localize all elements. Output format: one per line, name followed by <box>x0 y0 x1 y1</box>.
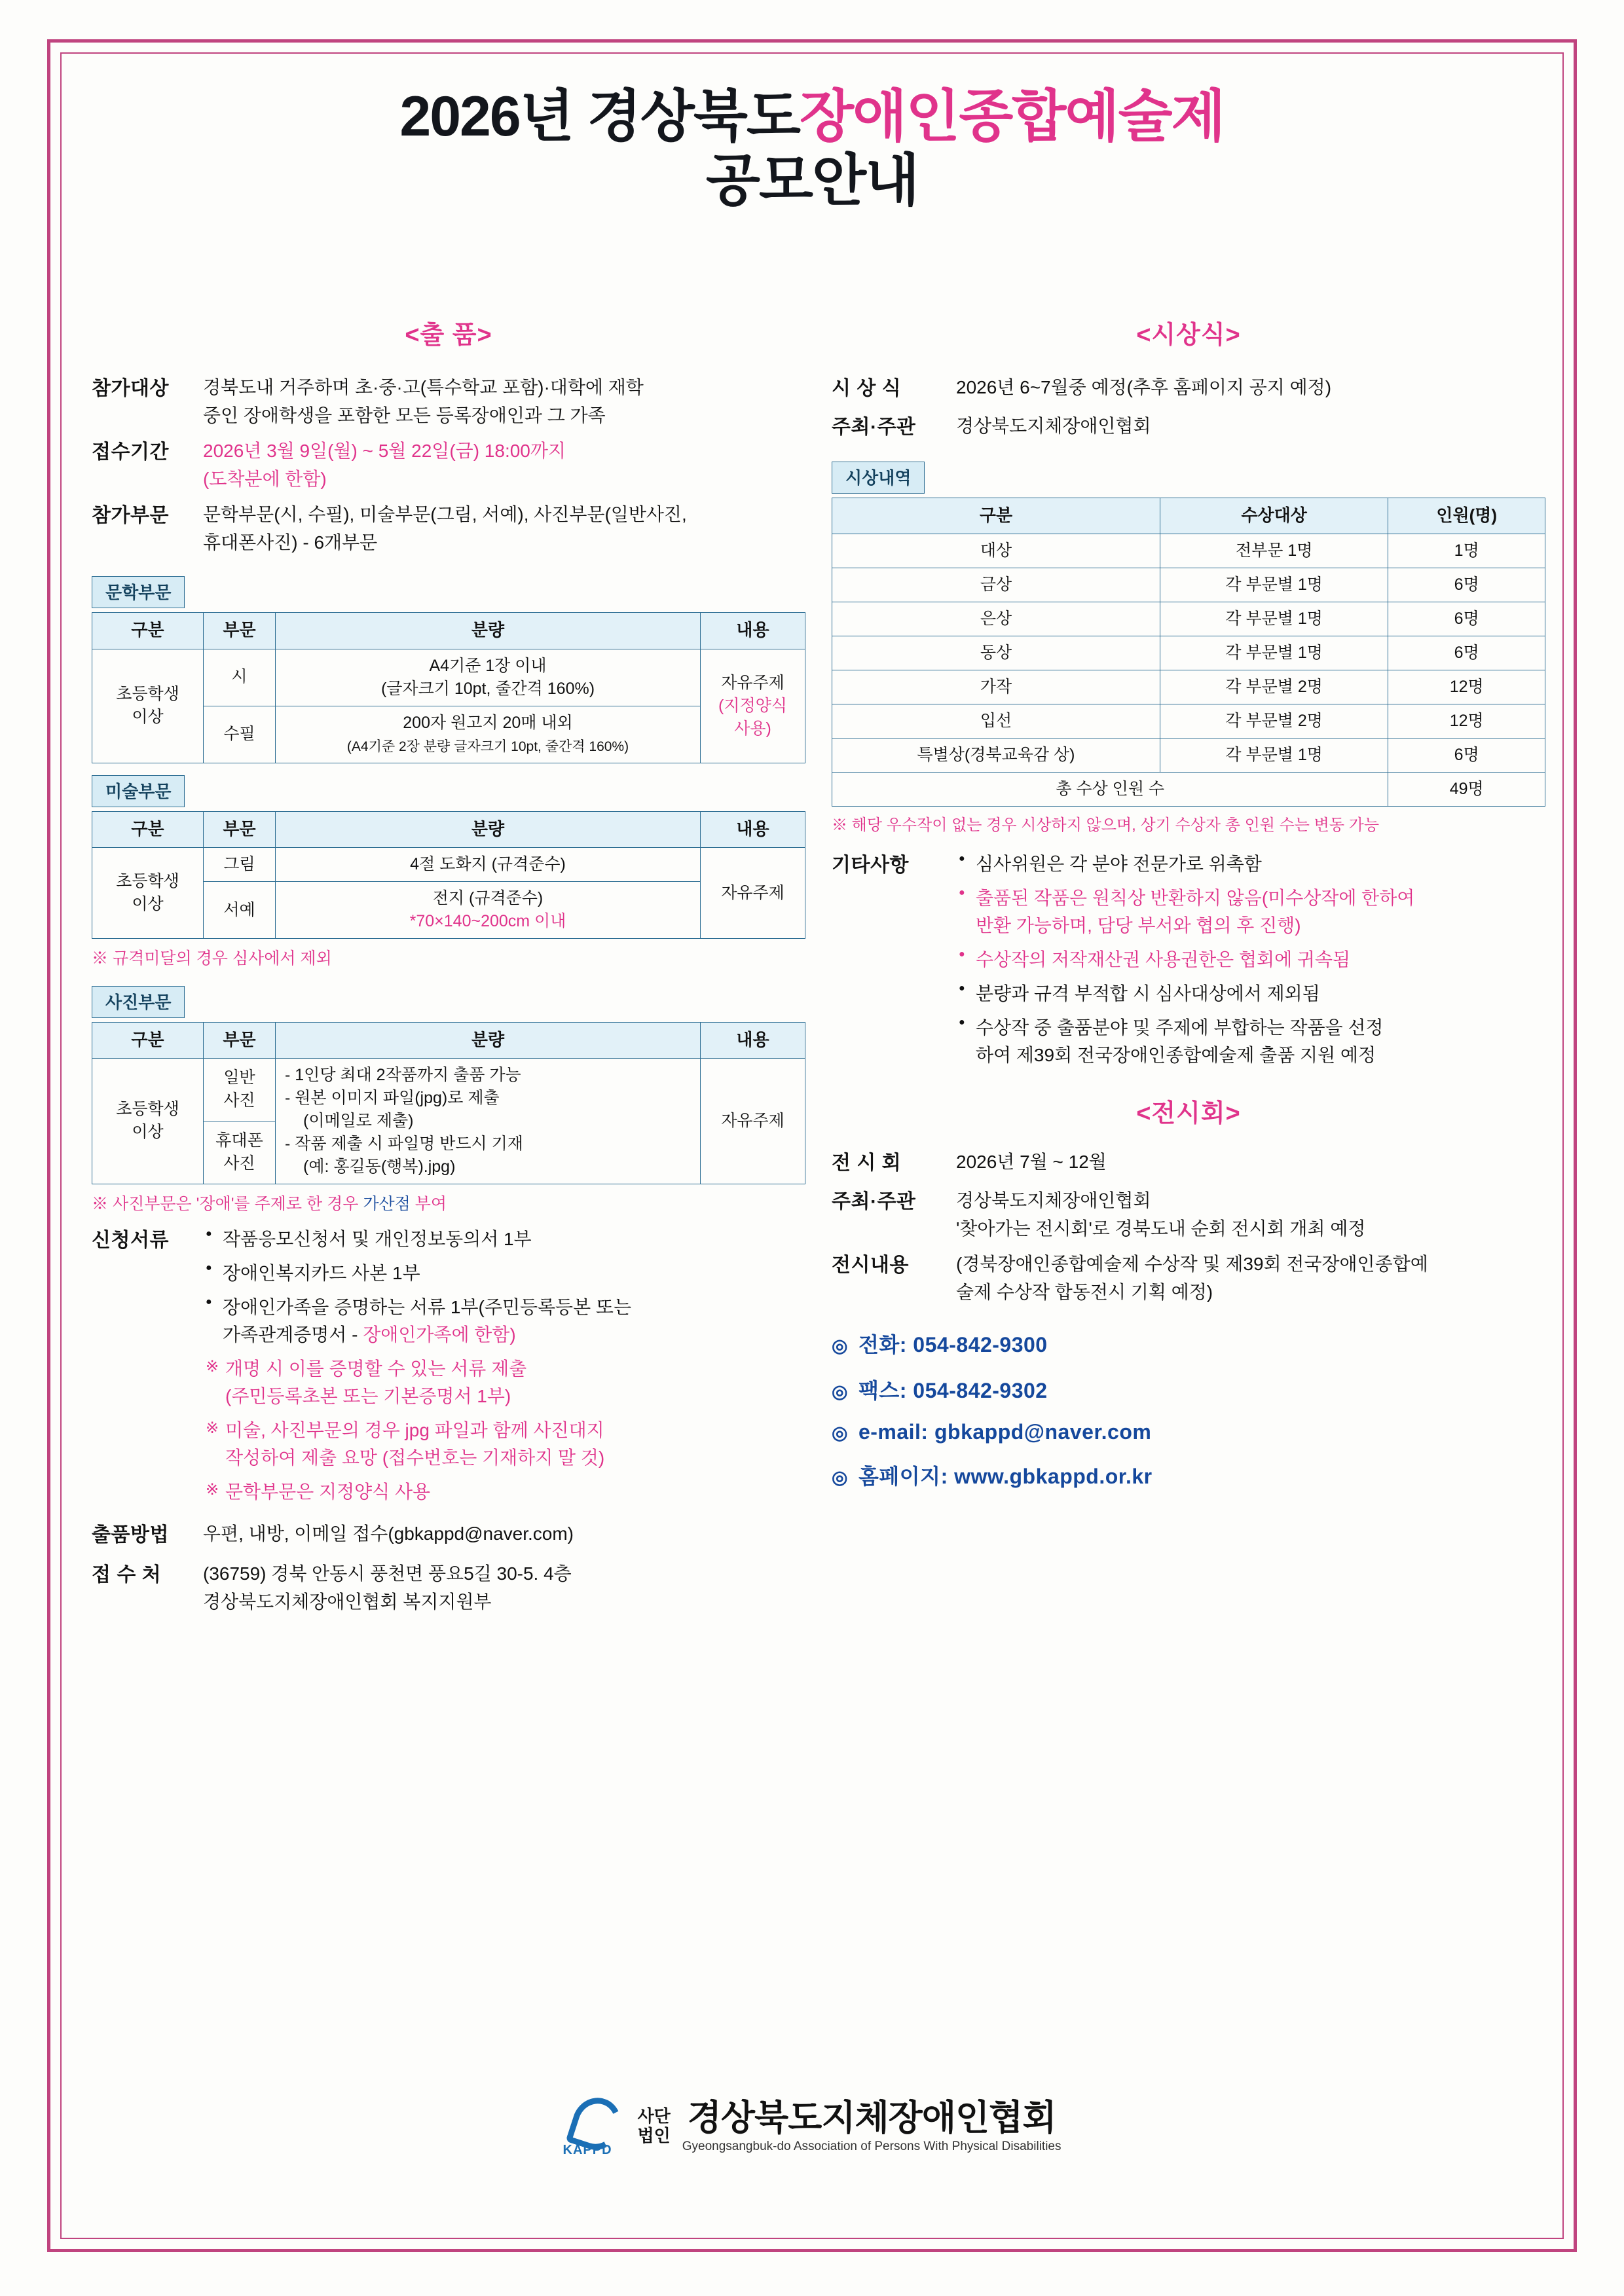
label-ceremony: 시 상 식 <box>832 378 902 399</box>
cell-count: 12명 <box>1388 670 1545 704</box>
cell-part: 시 <box>204 649 276 706</box>
list-item: ※ 미술, 사진부문의 경우 jpg 파일과 함께 사진대지 작성하여 제출 요망 (접수번호는 기재하지 말 것) <box>203 1417 805 1472</box>
row-etc <box>832 850 1545 1076</box>
label-etc: 기타사항 <box>832 854 909 877</box>
cell-count: 6명 <box>1388 738 1545 773</box>
cell-content: 자유주제 <box>701 848 805 939</box>
list-item: ● 수상작의 저작재산권 사용권한은 협회에 귀속됨 <box>956 946 1545 974</box>
contact-phone-text: 전화: 054-842-9300 <box>858 1333 1048 1357</box>
table-header-row <box>832 498 1545 534</box>
label-participants: 참가대상 <box>92 378 169 399</box>
table-header-row <box>92 1022 805 1058</box>
footer-logo <box>0 2095 1624 2161</box>
cell-part: 일반 사진 <box>204 1058 276 1121</box>
cell-count: 12명 <box>1388 704 1545 738</box>
row-period <box>92 437 805 493</box>
value-submit-method: 우편, 내방, 이메일 접수(gbkappd@naver.com) <box>203 1523 574 1544</box>
row-reception <box>92 1560 805 1616</box>
contact-website[interactable] <box>832 1460 1545 1490</box>
title-line2: 공모안내 <box>705 149 919 213</box>
cell-part: 휴대폰 사진 <box>204 1121 276 1184</box>
th-content: 내용 <box>701 1022 805 1058</box>
value-categories: 문학부문(시, 수필), 미술부문(그림, 서예), 사진부문(일반사진, 휴대폰사진) - 6개부문 <box>203 504 687 553</box>
fax-icon: ◎ <box>832 1381 848 1402</box>
label-exhibition-host: 주최·주관 <box>832 1191 916 1213</box>
cell-target: 각 부문별 2명 <box>1160 704 1388 738</box>
table-header-row <box>92 613 805 649</box>
value-period-sub: (도착분에 한함) <box>203 468 327 489</box>
row-exhibition-content <box>832 1250 1545 1306</box>
section-title-exhibition: <전시회> <box>1136 1100 1241 1128</box>
cell-target: 각 부문별 1명 <box>1160 602 1388 636</box>
table-awards <box>832 498 1545 807</box>
label-submit-method: 출품방법 <box>92 1524 169 1546</box>
row-host <box>832 412 1545 442</box>
label-reception: 접 수 처 <box>92 1564 162 1586</box>
cell-count: 1명 <box>1388 534 1545 568</box>
value-reception: (36759) 경북 안동시 풍천면 풍요5길 30-5. 4층 경상북도지체장애인협회 복지지원부 <box>203 1563 572 1612</box>
contact-email[interactable] <box>832 1420 1545 1444</box>
note-awards: ※ 해당 우수작이 없는 경우 시상하지 않으며, 상기 수상자 총 인원 수는 변동 가능 <box>832 816 1380 835</box>
title-line1-dark: 2026년 경상북도 <box>399 85 800 148</box>
label-exhibition-content: 전시내용 <box>832 1254 909 1277</box>
value-exhibition-host-sub: '찾아가는 전시회'로 경북도내 순회 전시회 개최 예정 <box>956 1218 1366 1239</box>
list-item: ● 분량과 규격 부적합 시 심사대상에서 제외됨 <box>956 980 1545 1008</box>
value-exhibition-period: 2026년 7월 ~ 12월 <box>956 1152 1107 1173</box>
table-row <box>92 848 805 882</box>
value-period-main: 2026년 3월 9일(월) ~ 5월 22일(금) 18:00까지 <box>203 441 566 462</box>
table-row <box>832 636 1545 670</box>
cell-target: 각 부문별 1명 <box>1160 738 1388 773</box>
title-line1-pink: 장애인종합예술제 <box>799 85 1225 148</box>
cell-target: 각 부문별 1명 <box>1160 568 1388 602</box>
poster-title <box>79 85 1545 215</box>
cell-amount: - 1인당 최대 2작품까지 출품 가능 - 원본 이미지 파일(jpg)로 제출 (이메일로 제출) - 작품 제출 시 파일명 반드시 기재 (예: 홍길동(행복).jpg) <box>276 1058 701 1184</box>
table-caption-literature: 문학부문 <box>92 576 185 608</box>
cell-amount: 전지 (규격준수) *70×140~200cm 이내 <box>276 882 701 939</box>
th-content: 내용 <box>701 811 805 847</box>
list-item: ● 장애인가족을 증명하는 서류 1부(주민등록등본 또는 가족관계증명서 - 장애인가족에 한함) <box>203 1294 805 1349</box>
th-count: 인원(명) <box>1388 498 1545 534</box>
note-art: ※ 규격미달의 경우 심사에서 제외 <box>92 949 332 968</box>
contact-fax-text: 팩스: 054-842-9302 <box>858 1379 1048 1403</box>
label-categories: 참가부문 <box>92 505 169 527</box>
list-item: ● 출품된 작품은 원칙상 반환하지 않음(미수상작에 한하여 반환 가능하며, 담당 부서와 협의 후 진행) <box>956 884 1545 939</box>
globe-icon: ◎ <box>832 1467 848 1488</box>
value-documents <box>203 1226 805 1512</box>
phone-icon: ◎ <box>832 1336 848 1357</box>
th-division: 구분 <box>92 811 204 847</box>
th-part: 부문 <box>204 613 276 649</box>
section-title-ceremony: <시상식> <box>1136 321 1241 349</box>
list-item: ● 작품응모신청서 및 개인정보동의서 1부 <box>203 1226 805 1253</box>
list-item: ● 심사위원은 각 분야 전문가로 위촉함 <box>956 850 1545 878</box>
cell-division: 대상 <box>832 534 1160 568</box>
cell-group: 초등학생 이상 <box>92 649 204 763</box>
cell-division: 은상 <box>832 602 1160 636</box>
table-photo <box>92 1022 805 1184</box>
row-exhibition-host <box>832 1187 1545 1243</box>
contact-list <box>832 1328 1545 1490</box>
th-amount: 분량 <box>276 613 701 649</box>
cell-target: 각 부문별 2명 <box>1160 670 1388 704</box>
cell-division: 입선 <box>832 704 1160 738</box>
row-submit-method <box>92 1520 805 1550</box>
table-caption-art: 미술부문 <box>92 775 185 807</box>
cell-part: 수필 <box>204 706 276 763</box>
label-host: 주최·주관 <box>832 416 916 438</box>
section-title-submission: <출 품> <box>405 321 492 349</box>
cell-amount: 200자 원고지 20매 내외 (A4기준 2장 분량 글자크기 10pt, 줄간격 160%) <box>276 706 701 763</box>
table-literature <box>92 612 805 763</box>
row-categories <box>92 501 805 556</box>
table-caption-awards: 시상내역 <box>832 462 925 494</box>
table-art <box>92 811 805 939</box>
etc-list <box>956 850 1545 1069</box>
contact-fax[interactable] <box>832 1374 1545 1404</box>
table-row <box>832 670 1545 704</box>
th-division: 구분 <box>832 498 1160 534</box>
cell-content: 자유주제 (지정양식 사용) <box>701 649 805 763</box>
list-item: ※ 개명 시 이를 증명할 수 있는 서류 제출 (주민등록초본 또는 기본증명서 1부) <box>203 1355 805 1410</box>
label-period: 접수기간 <box>92 441 169 464</box>
list-item: ● 수상작 중 출품분야 및 주제에 부합하는 작품을 선정 하여 제39회 전국장애인종합예술제 출품 지원 예정 <box>956 1014 1545 1069</box>
cell-amount: 4절 도화지 (규격준수) <box>276 848 701 882</box>
cell-amount: A4기준 1장 이내 (글자크기 10pt, 줄간격 160%) <box>276 649 701 706</box>
cell-target: 각 부문별 1명 <box>1160 636 1388 670</box>
cell-total-label: 총 수상 인원 수 <box>832 773 1388 807</box>
row-ceremony <box>832 374 1545 403</box>
contact-phone[interactable] <box>832 1328 1545 1358</box>
value-exhibition-content: (경북장애인종합예술제 수상작 및 제39회 전국장애인종합예 술제 수상작 합동전시 기획 예정) <box>956 1254 1428 1302</box>
cell-group: 초등학생 이상 <box>92 848 204 939</box>
left-column <box>92 314 805 1624</box>
th-part: 부문 <box>204 1022 276 1058</box>
cell-count: 6명 <box>1388 568 1545 602</box>
cell-total-value: 49명 <box>1388 773 1545 807</box>
right-column <box>832 314 1545 1506</box>
cell-part: 그림 <box>204 848 276 882</box>
cell-part: 서예 <box>204 882 276 939</box>
table-row-total <box>832 773 1545 807</box>
email-icon: ◎ <box>832 1423 848 1444</box>
documents-list <box>203 1226 805 1506</box>
contact-website-text: 홈페이지: www.gbkappd.or.kr <box>858 1465 1153 1489</box>
table-row <box>832 738 1545 773</box>
cell-division: 동상 <box>832 636 1160 670</box>
cell-division: 특별상(경북교육감 상) <box>832 738 1160 773</box>
value-ceremony: 2026년 6~7월중 예정(추후 홈페이지 공지 예정) <box>956 377 1332 397</box>
cell-count: 6명 <box>1388 602 1545 636</box>
th-part: 부문 <box>204 811 276 847</box>
table-row <box>832 704 1545 738</box>
cell-division: 가작 <box>832 670 1160 704</box>
value-participants: 경북도내 거주하며 초·중·고(특수학교 포함)·대학에 재학 중인 장애학생을 포함한 모든 등록장애인과 그 가족 <box>203 377 644 426</box>
row-participants <box>92 374 805 429</box>
value-exhibition-host <box>956 1187 1545 1243</box>
th-amount: 분량 <box>276 811 701 847</box>
table-caption-photo: 사진부문 <box>92 986 185 1018</box>
list-item: ※ 문학부문은 지정양식 사용 <box>203 1478 805 1506</box>
corporation-label: 사단 법인 <box>637 2106 671 2145</box>
value-exhibition-host-main: 경상북도지체장애인협회 <box>956 1190 1151 1211</box>
cell-target: 전부문 1명 <box>1160 534 1388 568</box>
label-documents: 신청서류 <box>92 1230 169 1252</box>
th-target: 수상대상 <box>1160 498 1388 534</box>
table-row <box>832 602 1545 636</box>
contact-email-text: e-mail: gbkappd@naver.com <box>858 1420 1152 1444</box>
row-exhibition-period <box>832 1148 1545 1178</box>
label-exhibition-period: 전 시 회 <box>832 1152 902 1175</box>
table-row <box>832 568 1545 602</box>
cell-division: 금상 <box>832 568 1160 602</box>
kappd-logo-icon <box>563 2095 626 2158</box>
row-documents <box>92 1226 805 1512</box>
organization-name: 경상북도지체장애인협회 <box>687 2098 1056 2138</box>
th-content: 내용 <box>701 613 805 649</box>
cell-group: 초등학생 이상 <box>92 1058 204 1184</box>
table-row <box>832 534 1545 568</box>
value-etc <box>956 850 1545 1076</box>
table-row <box>92 1058 805 1121</box>
cell-count: 6명 <box>1388 636 1545 670</box>
list-item: ● 장애인복지카드 사본 1부 <box>203 1260 805 1287</box>
kappd-logo-text: KAPPD <box>563 2143 612 2157</box>
th-division: 구분 <box>92 613 204 649</box>
th-division: 구분 <box>92 1022 204 1058</box>
cell-content: 자유주제 <box>701 1058 805 1184</box>
th-amount: 분량 <box>276 1022 701 1058</box>
note-photo: ※ 사진부문은 '장애'를 주제로 한 경우 가산점 부여 <box>92 1194 447 1213</box>
value-host: 경상북도지체장애인협회 <box>956 416 1151 436</box>
table-row <box>92 649 805 706</box>
table-header-row <box>92 811 805 847</box>
organization-name-english: Gyeongsangbuk-do Association of Persons With Physical Disabilities <box>682 2139 1061 2153</box>
value-period <box>203 437 805 493</box>
